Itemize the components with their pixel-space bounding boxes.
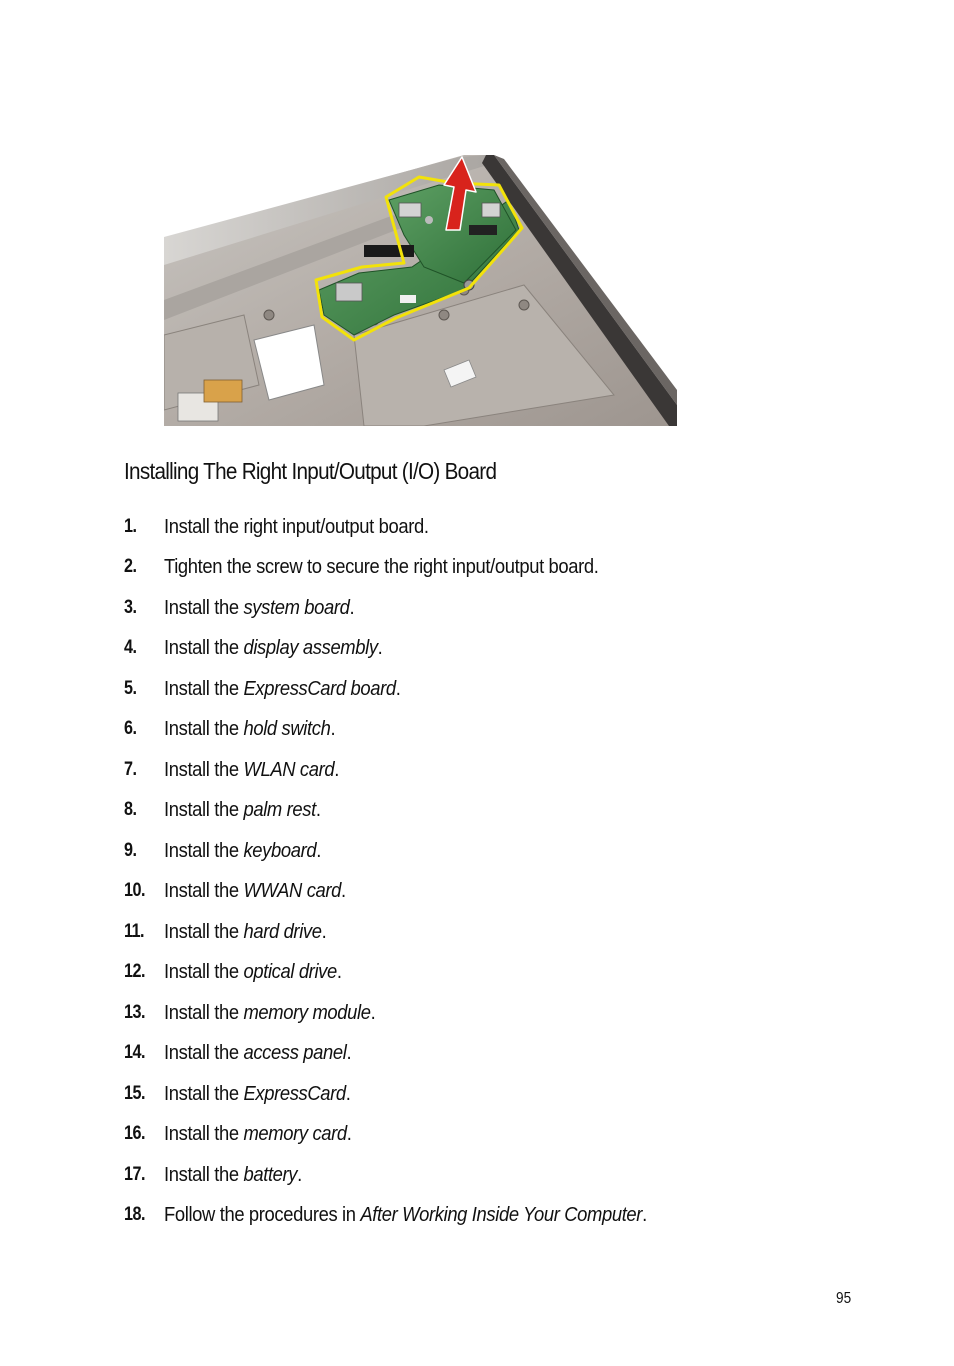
step-text (164, 717, 335, 741)
after-working-inside-link[interactable]: After Working Inside Your Computer (360, 1204, 643, 1226)
step-text-post: . (345, 1083, 351, 1105)
step-text-pre: Install the (164, 799, 244, 821)
step-text-post: . (370, 1002, 376, 1024)
step-text (164, 555, 599, 579)
step-number: 17. (124, 1164, 145, 1185)
step-text (164, 677, 400, 701)
step-text-pre: Install the (164, 1002, 244, 1024)
step-text (164, 1001, 375, 1025)
step-text-pre: Install the (164, 1083, 244, 1105)
step-text-pre: Install the (164, 961, 244, 983)
step-number: 18. (124, 1204, 145, 1225)
step-number: 7. (124, 759, 137, 780)
step-text-pre: Install the (164, 1123, 244, 1145)
access-panel-link[interactable]: access panel (243, 1042, 347, 1064)
battery-link[interactable]: battery (243, 1164, 298, 1186)
step-text (164, 920, 326, 944)
palm-rest-link[interactable]: palm rest (243, 799, 316, 821)
wlan-card-link[interactable]: WLAN card (243, 759, 335, 781)
step-text (164, 839, 321, 863)
step-number: 12. (124, 961, 145, 982)
step-number: 14. (124, 1042, 145, 1063)
step-text (164, 1203, 647, 1227)
step-number: 8. (124, 799, 137, 820)
step-text-post: . (346, 1123, 352, 1145)
optical-drive-link[interactable]: optical drive (243, 961, 337, 983)
step-text-pre: Install the (164, 718, 244, 740)
figure-illustration (164, 155, 677, 426)
keyboard-link[interactable]: keyboard (243, 840, 317, 862)
step-text-pre: Install the right input/output board. (164, 516, 429, 538)
system-board-link[interactable]: system board (243, 597, 350, 619)
step-number: 5. (124, 678, 137, 699)
step-text-pre: Install the (164, 880, 244, 902)
step-number: 16. (124, 1123, 145, 1144)
step-number: 4. (124, 637, 137, 658)
step-text (164, 960, 342, 984)
step-number: 1. (124, 516, 137, 537)
step-text-post: . (377, 637, 383, 659)
step-text (164, 1082, 351, 1106)
step-text-post: . (349, 597, 355, 619)
step-text (164, 1163, 302, 1187)
step-text-post: . (336, 961, 342, 983)
step-number: 2. (124, 556, 137, 577)
step-text-post: . (297, 1164, 302, 1186)
step-number: 11. (124, 921, 145, 942)
step-text-post: . (642, 1204, 647, 1226)
step-text (164, 515, 429, 539)
step-text-pre: Install the (164, 759, 244, 781)
step-number: 3. (124, 597, 137, 618)
step-text (164, 758, 339, 782)
step-text-post: . (316, 840, 321, 862)
expresscard-link[interactable]: ExpressCard (243, 1083, 346, 1105)
step-text (164, 636, 382, 660)
step-text-pre: Install the (164, 1042, 244, 1064)
step-text-post: . (315, 799, 321, 821)
step-text-pre: Install the (164, 678, 244, 700)
step-number: 13. (124, 1002, 145, 1023)
memory-card-link[interactable]: memory card (243, 1123, 347, 1145)
step-text-post: . (341, 880, 346, 902)
step-text-pre: Follow the procedures in (164, 1204, 361, 1226)
page-number: 95 (836, 1290, 852, 1307)
section-heading: Installing The Right Input/Output (I/O) Board (124, 458, 497, 484)
expresscard-board-link[interactable]: ExpressCard board (243, 678, 396, 700)
hold-switch-link[interactable]: hold switch (243, 718, 331, 740)
step-text-pre: Tighten the screw to secure the right input/output board. (164, 556, 599, 578)
step-text (164, 879, 346, 903)
step-number: 15. (124, 1083, 145, 1104)
step-text-post: . (334, 759, 339, 781)
step-text-post: . (321, 921, 327, 943)
step-text-pre: Install the (164, 597, 244, 619)
step-number: 6. (124, 718, 137, 739)
step-number: 10. (124, 880, 145, 901)
step-text-pre: Install the (164, 1164, 244, 1186)
memory-module-link[interactable]: memory module (243, 1002, 371, 1024)
step-text-post: . (395, 678, 401, 700)
display-assembly-link[interactable]: display assembly (243, 637, 378, 659)
step-text-pre: Install the (164, 921, 244, 943)
step-text (164, 1041, 351, 1065)
step-text-post: . (346, 1042, 352, 1064)
step-number: 9. (124, 840, 137, 861)
step-text (164, 798, 321, 822)
step-text-post: . (330, 718, 336, 740)
hard-drive-link[interactable]: hard drive (243, 921, 322, 943)
io-board-removal-figure (164, 155, 677, 426)
step-text (164, 596, 354, 620)
step-text (164, 1122, 352, 1146)
wwan-card-link[interactable]: WWAN card (243, 880, 342, 902)
step-text-pre: Install the (164, 840, 244, 862)
step-text-pre: Install the (164, 637, 244, 659)
